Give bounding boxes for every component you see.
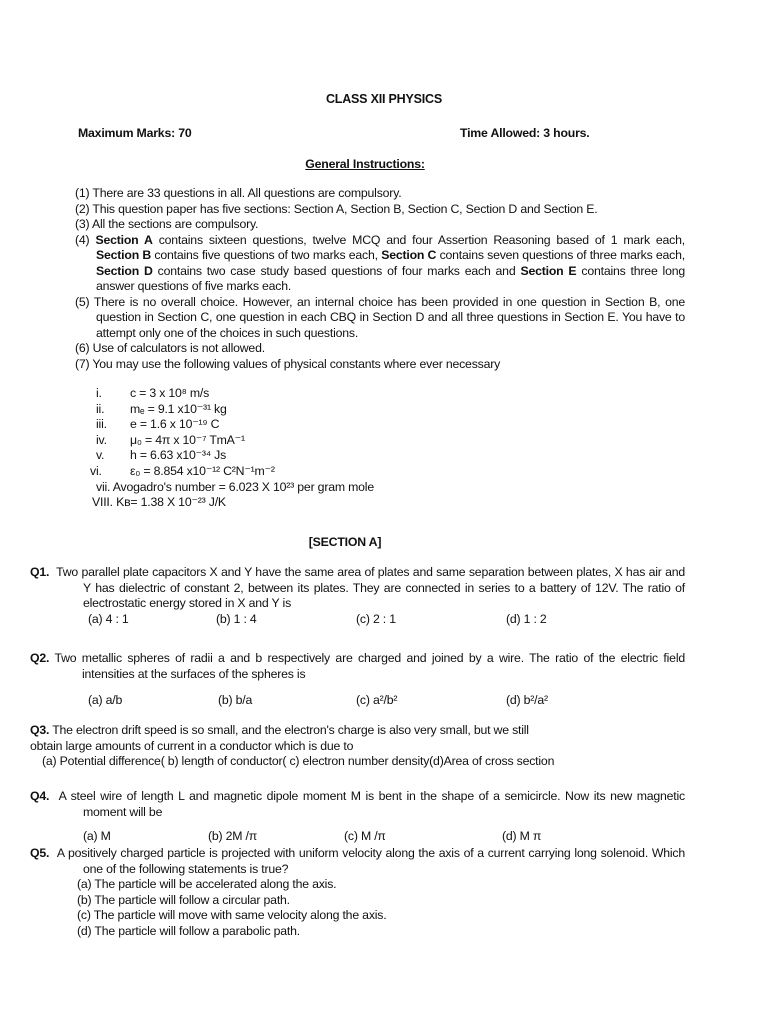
option-a[interactable]: (a) a/b — [88, 693, 123, 708]
constant-number: vi. — [90, 463, 102, 478]
instruction-4-section-e: Section E — [520, 263, 577, 278]
option-c[interactable]: (c) a²/b² — [356, 693, 398, 708]
instruction-7: (7) You may use the following values of physical constants where ever necessary — [75, 356, 501, 371]
instruction-4-text-a: contains sixteen questions, twelve MCQ and four Assertion Reasoning based of 1 mark each, — [152, 232, 685, 247]
question-2-text-block — [30, 651, 685, 682]
option-a[interactable]: (a) The particle will be accelerated along the axis. — [77, 877, 337, 892]
constant-value: e = 1.6 x 10⁻¹⁹ C — [130, 417, 220, 432]
question-text: A positively charged particle is projected with uniform velocity along the axis of a current carrying long solenoid. Which one of the following statements is true? — [56, 846, 686, 876]
section-a-heading: [SECTION A] — [308, 535, 382, 549]
question-5-options — [30, 877, 685, 939]
question-1-options — [30, 612, 685, 628]
constant-item — [96, 433, 374, 449]
question-5-text-block — [30, 846, 685, 877]
question-text: A steel wire of length L and magnetic dipole moment M is bent in the shape of a semicircle. Now its new magnetic moment will be — [58, 789, 685, 819]
time-allowed: Time Allowed: 3 hours. — [460, 126, 590, 140]
question-number: Q1. — [30, 565, 50, 579]
instruction-4-section-a: Section A — [95, 232, 153, 247]
instruction-4-text-d: contains two case study based questions of four marks each and — [152, 263, 521, 278]
constant-item — [90, 464, 374, 480]
option-b[interactable]: (b) 2M /π — [208, 829, 258, 844]
question-3-text-line-2: obtain large amounts of current in a conductor which is due to — [30, 738, 354, 753]
question-1 — [30, 565, 685, 628]
question-2 — [30, 651, 685, 709]
constant-number: ii. — [96, 401, 105, 416]
constant-number: v. — [96, 448, 105, 463]
question-text: Two metallic spheres of radii a and b respectively are charged and joined by a wire. The ratio of the electric field intensities at the surfaces of the spheres is — [54, 651, 685, 681]
question-text: Two parallel plate capacitors X and Y have the same area of plates and same separation between plates, X has air and Y has dielectric of constant 2, between its plates. They are connected in series to a battery of 12V. The ratio of electrostatic energy stored in X and Y is — [56, 565, 686, 611]
option-d[interactable]: (d) 1 : 2 — [506, 611, 547, 626]
question-number: Q4. — [30, 789, 50, 803]
instruction-2: (2) This question paper has five sections: Section A, Section B, Section C, Section D and Section E. — [75, 201, 598, 216]
constant-item — [96, 386, 374, 402]
instruction-6: (6) Use of calculators is not allowed. — [75, 341, 265, 355]
constant-value: μ₀ = 4π x 10⁻⁷ TmA⁻¹ — [130, 432, 245, 447]
instructions-list — [75, 186, 685, 372]
question-3-text-line-1 — [30, 723, 710, 739]
question-text: The electron drift speed is so small, and the electron's charge is also very small, but we still — [52, 723, 529, 737]
instruction-4-text-b: contains five questions of two marks each, — [151, 248, 382, 262]
instruction-4-text-e: contains three long answer questions of five marks each. — [96, 263, 686, 293]
question-2-options — [30, 693, 685, 709]
general-instructions-heading: General Instructions: — [305, 157, 425, 171]
question-number: Q5. — [30, 846, 50, 860]
option-d[interactable]: (d) b²/a² — [506, 693, 548, 708]
instruction-4-num: (4) — [75, 232, 96, 247]
constant-item — [96, 417, 374, 433]
instruction-4-section-c: Section C — [381, 248, 437, 262]
instruction-3: (3) All the sections are compulsory. — [75, 217, 259, 231]
instruction-5: (5) There is no overall choice. However, an internal choice has been provided in one question in Section B, one question in Section C, one question in each CBQ in Section D and all three questions in Section E. You have to attempt only one of the choices in such questions. — [75, 294, 685, 340]
paper-title: CLASS XII PHYSICS — [325, 92, 443, 106]
constant-value: c = 3 x 10⁸ m/s — [130, 386, 210, 400]
instruction-4 — [75, 233, 685, 295]
question-number: Q3. — [30, 723, 50, 737]
option-b[interactable]: (b) 1 : 4 — [216, 611, 257, 626]
constant-value: ε₀ = 8.854 x10⁻¹² C²N⁻¹m⁻² — [130, 463, 275, 478]
constant-item — [96, 402, 374, 418]
constant-number: iii. — [96, 417, 107, 432]
constant-number: iv. — [96, 432, 107, 447]
option-c[interactable]: (c) 2 : 1 — [356, 611, 396, 626]
option-d[interactable]: (d) The particle will follow a parabolic path. — [77, 923, 300, 938]
option-b[interactable]: (b) The particle will follow a circular path. — [77, 892, 290, 907]
instruction-4-text-c: contains seven questions of three marks each, — [436, 248, 685, 262]
constant-avogadro: vii. Avogadro's number = 6.023 X 10²³ per gram mole — [96, 479, 374, 494]
question-number: Q2. — [30, 651, 50, 665]
constant-value: mₑ = 9.1 x10⁻³¹ kg — [130, 401, 227, 416]
constants-list — [90, 386, 374, 511]
option-a[interactable]: (a) M — [83, 829, 111, 844]
question-5 — [30, 846, 685, 940]
question-1-text-block — [30, 565, 685, 612]
constant-number: i. — [96, 386, 102, 400]
question-3 — [30, 723, 710, 770]
option-d[interactable]: (d) M π — [502, 829, 542, 844]
maximum-marks: Maximum Marks: 70 — [78, 126, 192, 140]
constant-boltzmann: VIII. Kʙ= 1.38 X 10⁻²³ J/K — [92, 495, 226, 510]
option-a[interactable]: (a) 4 : 1 — [88, 611, 129, 626]
instruction-4-section-d: Section D — [96, 263, 153, 278]
option-c[interactable]: (c) The particle will move with same velocity along the axis. — [77, 908, 387, 923]
constant-value: h = 6.63 x10⁻³⁴ Js — [130, 448, 227, 463]
option-c[interactable]: (c) M /π — [344, 829, 386, 844]
question-3-options: (a) Potential difference( b) length of conductor( c) electron number density(d)Area of cross section — [42, 754, 555, 769]
question-4 — [30, 789, 685, 845]
question-4-options — [30, 829, 685, 845]
option-b[interactable]: (b) b/a — [218, 693, 253, 708]
constant-item — [96, 448, 374, 464]
question-4-text-block — [30, 789, 685, 820]
instruction-4-section-b: Section B — [96, 248, 152, 262]
instruction-1: (1) There are 33 questions in all. All questions are compulsory. — [75, 186, 402, 200]
